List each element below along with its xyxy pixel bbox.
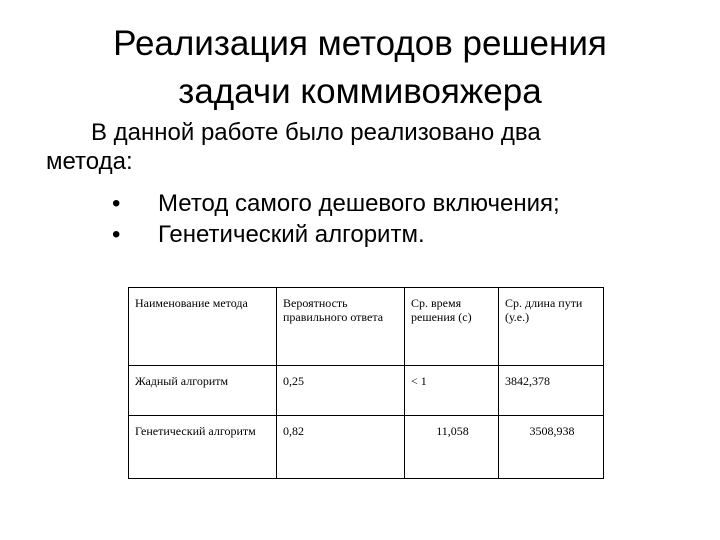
slide-title bbox=[40, 20, 680, 116]
bullet-text: Метод самого дешевого включения; bbox=[158, 190, 560, 217]
bullet-item bbox=[112, 188, 560, 219]
cell-method: Жадный алгоритм bbox=[129, 366, 277, 416]
cell-avg-time: 11,058 bbox=[405, 416, 499, 479]
bullet-icon: • bbox=[112, 190, 121, 217]
header-avg-time: Ср. время решения (с) bbox=[405, 288, 499, 366]
cell-avg-path-length: 3508,938 bbox=[499, 416, 604, 479]
header-avg-path-length: Ср. длина пути (у.е.) bbox=[499, 288, 604, 366]
table-header-row bbox=[129, 288, 604, 366]
cell-method: Генетический алгоритм bbox=[129, 416, 277, 479]
intro-line-2: метода: bbox=[46, 148, 133, 175]
methods-bullet-list bbox=[112, 188, 560, 250]
table-row bbox=[129, 366, 604, 416]
bullet-text: Генетический алгоритм. bbox=[158, 221, 425, 248]
bullet-item bbox=[112, 219, 560, 250]
header-method: Наименование метода bbox=[129, 288, 277, 366]
cell-avg-time: < 1 bbox=[405, 366, 499, 416]
intro-paragraph bbox=[46, 118, 696, 176]
cell-probability: 0,82 bbox=[277, 416, 405, 479]
results-table bbox=[128, 287, 604, 479]
cell-probability: 0,25 bbox=[277, 366, 405, 416]
slide-title-line-2: задачи коммивояжера bbox=[178, 72, 542, 111]
cell-avg-path-length: 3842,378 bbox=[499, 366, 604, 416]
slide-title-line-1: Реализация методов решения bbox=[113, 24, 607, 63]
bullet-icon: • bbox=[112, 221, 121, 248]
header-probability: Вероятность правильного ответа bbox=[277, 288, 405, 366]
intro-line-1: В данной работе было реализовано два bbox=[91, 119, 541, 146]
table-row bbox=[129, 416, 604, 479]
